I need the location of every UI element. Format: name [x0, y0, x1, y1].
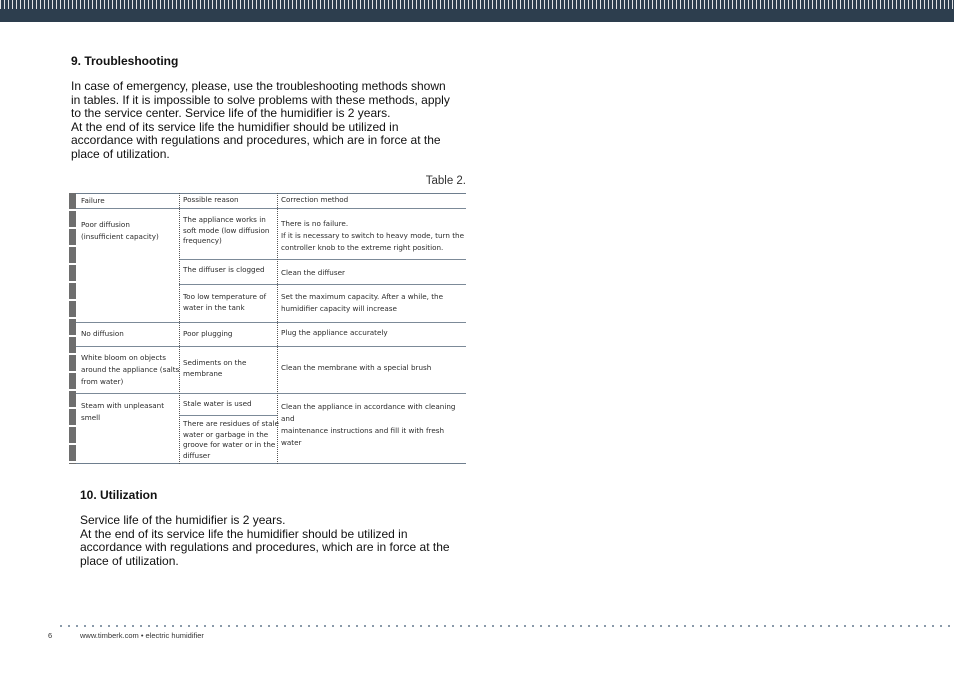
cell-reason-diffuser-clogged: The diffuser is clogged — [183, 265, 265, 274]
paragraph-line: to the service center. Service life of the humidifier is 2 years. — [71, 106, 391, 120]
troubleshooting-table — [69, 193, 466, 464]
cell-failure-white-bloom: White bloom on objects around the appliance (salts from water) — [81, 353, 180, 386]
header-failure: Failure — [81, 196, 105, 205]
cell-fix-max-capacity: Set the maximum capacity. After a while, the humidifier capacity will increase — [281, 292, 444, 313]
cell-reason-residues: There are residues of stale water or garbage in the groove for water or in the diffuser — [183, 419, 279, 460]
cell-reason-stale-water: Stale water is used — [183, 399, 252, 408]
table-caption: Table 2. — [425, 175, 466, 187]
cell-fix-clean-membrane: Clean the membrane with a special brush — [281, 363, 432, 372]
cell-reason-soft-mode: The appliance works in soft mode (low diffusion frequency) — [183, 215, 270, 245]
row-divider — [179, 415, 277, 416]
cell-fix-clean-appliance: Clean the appliance in accordance with cleaning and maintenance instructions and fill it with fresh water — [281, 402, 456, 447]
cell-reason-low-temperature: Too low temperature of water in the tank — [183, 292, 267, 312]
paragraph-line: Service life of the humidifier is 2 years. — [80, 513, 286, 527]
row-divider — [179, 259, 466, 260]
section-9-title: 9. Troubleshooting — [71, 54, 179, 68]
paragraph-line: At the end of its service life the humidifier should be utilized in — [71, 119, 399, 134]
row-divider — [179, 284, 466, 285]
cell-failure-steam-smell: Steam with unpleasant smell — [81, 401, 165, 422]
footer-dotted-rule — [60, 625, 954, 627]
cell-fix-plug-accurately: Plug the appliance accurately — [281, 328, 388, 337]
page-number: 6 — [48, 631, 53, 640]
header-possible-reason: Possible reason — [183, 195, 239, 204]
footer-site-link[interactable]: www.timberk.com • electric humidifier — [80, 631, 204, 640]
paragraph-line: At the end of its service life the humidifier should be utilized in — [80, 526, 408, 541]
cell-failure-poor-diffusion: Poor diffusion (insufficient capacity) — [81, 220, 159, 241]
paragraph-line: accordance with regulations and procedures, which are in force at the — [71, 133, 441, 147]
cell-reason-poor-plugging: Poor plugging — [183, 329, 233, 338]
section-10-title: 10. Utilization — [80, 488, 158, 502]
row-divider — [76, 346, 466, 347]
row-divider — [76, 393, 466, 394]
cell-fix-no-failure: There is no failure. If it is necessary to switch to heavy mode, turn the controller knob to the extreme right position. — [281, 219, 464, 252]
paragraph-line: In case of emergency, please, use the troubleshooting methods shown — [71, 79, 446, 93]
row-divider — [76, 322, 466, 323]
header-tick-pattern — [0, 0, 954, 9]
section-10-paragraph — [80, 514, 480, 568]
cell-reason-sediments: Sediments on the membrane — [183, 358, 247, 378]
header-correction-method: Correction method — [281, 195, 349, 204]
paragraph-line: place of utilization. — [71, 146, 170, 161]
row-divider — [76, 208, 466, 209]
section-9-paragraph — [71, 80, 471, 161]
paragraph-line: in tables. If it is impossible to solve problems with these methods, apply — [71, 92, 450, 107]
cell-fix-clean-diffuser: Clean the diffuser — [281, 268, 345, 277]
table-side-stripe — [69, 193, 76, 464]
cell-failure-no-diffusion: No diffusion — [81, 329, 124, 338]
column-divider — [179, 193, 180, 464]
paragraph-line: accordance with regulations and procedures, which are in force at the — [80, 540, 450, 554]
header-band — [0, 0, 954, 22]
paragraph-line: place of utilization. — [80, 553, 179, 568]
